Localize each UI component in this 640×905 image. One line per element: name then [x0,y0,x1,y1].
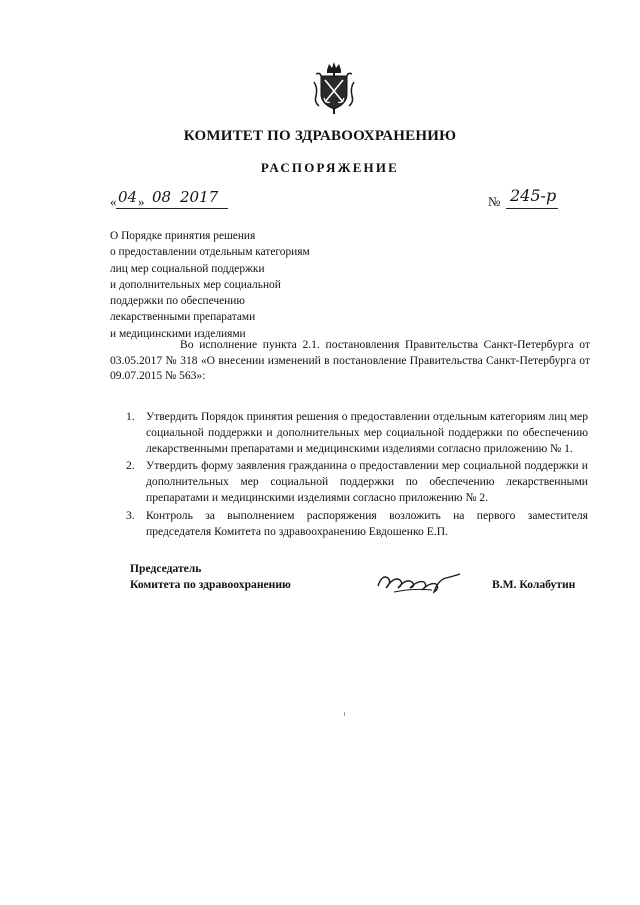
signatory-position-line1: Председатель [130,562,202,575]
order-item [126,508,588,540]
handwritten-signature [374,566,464,596]
document-type-title: РАСПОРЯЖЕНИЕ [260,160,400,175]
signatory-position-line2: Комитета по здравоохранению [130,578,291,591]
number-value: 245-р [510,186,557,205]
preamble [110,337,590,384]
subject-line: О Порядке принятия решения [110,230,256,242]
coat-of-arms-icon [310,60,358,116]
item-text: Утвердить Порядок принятия решения о предоставлении отдельным категориям лиц мер социальной поддержки и дополнительных мер социальной поддержки по обеспечению лекарственными препаратами и медицинскими изделиями согласно приложению № 1. [146,410,588,455]
number-underline [506,208,558,209]
document-number [488,186,578,214]
order-items [126,409,588,541]
signature-block [130,562,600,602]
preamble-text: Во исполнение пункта 2.1. постановления Правительства Санкт-Петербурга от 03.05.2017 № 318 «О внесении изменений в постановление Правительства Санкт-Петербурга от 09.07.2015 № 563»: [110,338,590,383]
signatory-name: В.М. Колабутин [492,578,576,591]
subject-line: лекарственными препаратами [110,311,256,324]
number-sign: № [488,194,501,209]
date-quote-close: » [138,194,145,209]
order-item [126,458,588,505]
date-month: 08 [152,188,172,206]
organization-title: КОМИТЕТ ПО ЗДРАВООХРАНЕНИЮ [183,128,457,144]
subject-line: и дополнительных мер социальной [110,278,281,291]
date-quote-open: « [110,194,117,209]
scan-mark [344,712,345,716]
document-date [110,190,230,212]
item-text: Утвердить форму заявления гражданина о предоставлении мер социальной поддержки и дополнительных мер социальной поддержки по обеспечению лекарственными препаратами и медицинскими изделиями согласно приложению № 2. [146,459,588,504]
date-underline [116,208,228,209]
order-item [126,409,588,456]
item-number: 1. [126,410,135,423]
subject-line: поддержки по обеспечению [110,295,245,308]
subject-line: и медицинскими изделиями [110,327,246,340]
subject-line: о предоставлении отдельным категориям [110,246,310,259]
subject-block [110,228,310,342]
subject-line: лиц мер социальной поддержки [110,262,265,275]
item-text: Контроль за выполнением распоряжения возложить на первого заместителя председателя Комитета по здравоохранению Евдошенко Е.П. [146,508,588,538]
item-number: 3. [126,508,135,522]
date-day: 04 [118,188,138,206]
date-year: 2017 [180,188,219,206]
item-number: 2. [126,459,135,473]
